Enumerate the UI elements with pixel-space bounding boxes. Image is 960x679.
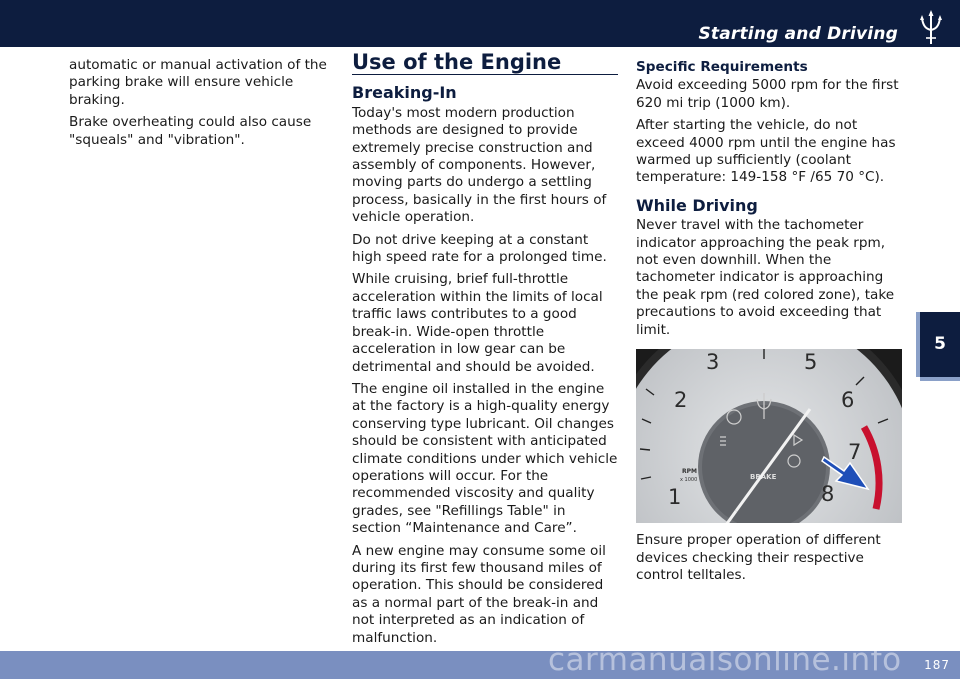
column-3 xyxy=(636,59,904,589)
rpm-label: RPM xyxy=(682,468,697,476)
trident-logo-icon xyxy=(916,8,946,46)
chapter-tab-number: 5 xyxy=(934,334,946,354)
paragraph: Avoid exceeding 5000 rpm for the first 620 mi trip (1000 km). xyxy=(636,77,899,111)
paragraph: Today's most modern production methods are designed to provide extremely precise construction and assembly of components. However, moving parts do undergo a settling process, basically in the first hours of vehicle operation. xyxy=(352,104,607,226)
tach-number: 5 xyxy=(804,350,818,375)
paragraph: A new engine may consume some oil during its first few thousand miles of operation. This should be considered as a normal part of the break-in and not interpreted as an indication of malfunction. xyxy=(352,542,606,646)
paragraph: Never travel with the tachometer indicator approaching the peak rpm, not even downhill. When the tachometer indicator is approaching the peak rpm (red colored zone), take precautions to avoid exceeding that limit. xyxy=(636,217,895,338)
paragraph: Ensure proper operation of different devices checking their respective control telltales. xyxy=(636,532,881,583)
tach-number: 6 xyxy=(841,388,855,413)
chapter-tab[interactable] xyxy=(920,312,960,377)
tach-number: 3 xyxy=(706,350,720,375)
paragraph: automatic or manual activation of the parking brake will ensure vehicle braking. xyxy=(69,57,327,108)
rpm-multiplier-label: x 1000 xyxy=(680,477,698,484)
watermark-text: carmanualsonline.info xyxy=(548,642,902,678)
paragraph: Do not drive keeping at a constant high speed rate for a prolonged time. xyxy=(352,231,607,266)
page-number: 187 xyxy=(924,658,950,672)
column-1 xyxy=(69,57,331,154)
tach-number: 8 xyxy=(821,482,835,507)
specific-requirements-heading: Specific Requirements xyxy=(636,59,808,75)
tach-number: 7 xyxy=(848,440,862,465)
paragraph: The engine oil installed in the engine at the factory is a high-quality energy conserving type lubricant. Oil changes should be consistent with anticipated climate conditions under which vehicle operations will occur. For the recommended viscosity and quality grades, see "Refillings Table" in section “Maintenance and Care”. xyxy=(352,380,618,537)
subsection-heading: Breaking-In xyxy=(352,83,457,103)
paragraph: While cruising, brief full-throttle acceleration within the limits of local traffic laws contributes to a good break-in. Wide-open throttle acceleration in low gear can be detrimental and should be avoided. xyxy=(352,271,603,375)
section-heading: Use of the Engine xyxy=(352,54,618,75)
tach-number: 1 xyxy=(668,485,682,510)
while-driving-heading: While Driving xyxy=(636,195,758,215)
column-2 xyxy=(352,50,618,652)
tachometer-illustration xyxy=(636,349,902,523)
tach-number: 2 xyxy=(674,388,688,413)
paragraph: Brake overheating could also cause "squeals" and "vibration". xyxy=(69,114,312,148)
paragraph: After starting the vehicle, do not exceed 4000 rpm until the engine has warmed up sufficiently (coolant temperature: 149-158 °F /65 70 °C). xyxy=(636,117,896,186)
section-title: Starting and Driving xyxy=(698,24,898,44)
brake-label: BRAKE xyxy=(750,473,777,482)
